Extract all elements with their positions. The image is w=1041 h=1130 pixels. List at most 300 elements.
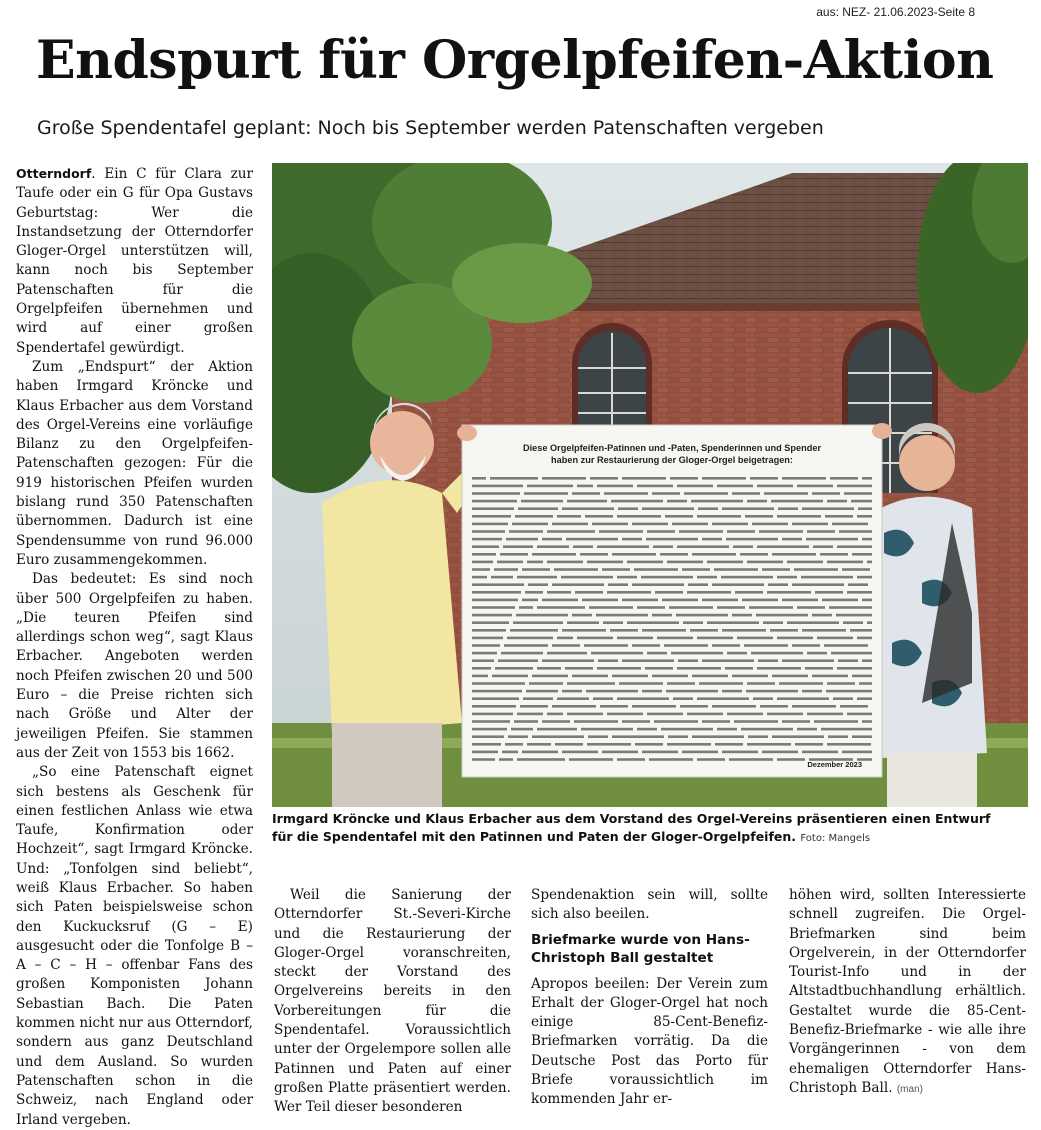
poster-text-line <box>717 728 737 731</box>
poster-text-line <box>641 576 693 579</box>
poster-text-line <box>472 705 516 708</box>
poster-text-line <box>642 751 678 754</box>
poster-text-line <box>782 477 826 480</box>
poster-text-line <box>792 583 844 586</box>
poster-text-line <box>702 538 722 541</box>
poster-text-line <box>622 659 674 662</box>
poster-text-line <box>842 751 872 754</box>
poster-text-line <box>472 523 508 526</box>
article-paragraph-2: Zum „Endspurt“ der Aktion haben Irmgard Kröncke und Klaus Erbacher aus dem Vorstand des Orgel-Vereins eine vorläufige Bilanz zu den Orgelpfeifen-Patenschaften gezogen: Für die 919 historischen Pfeifen wurden bislang rund 350 Patenschaften übernommen. Dadurch ist eine Spendensumme von rund 96.000 Euro zusammengekommen. <box>16 358 253 568</box>
poster-text-line <box>472 690 522 693</box>
poster-text-line <box>627 561 663 564</box>
poster-text-line <box>677 485 713 488</box>
poster-text-line <box>750 477 778 480</box>
poster-text-line <box>688 583 708 586</box>
poster-text-line <box>862 538 872 541</box>
poster-text-line <box>862 599 872 602</box>
source-note: aus: NEZ- 21.06.2023-Seite 8 <box>816 5 975 19</box>
poster-text-line <box>542 720 570 723</box>
poster-text-line <box>837 545 872 548</box>
poster-text-line <box>667 682 695 685</box>
poster-text-line <box>612 553 656 556</box>
poster-text-line <box>712 523 748 526</box>
poster-text-line <box>472 553 496 556</box>
poster-text-line <box>762 568 790 571</box>
poster-text-line <box>857 637 872 640</box>
poster-text-line <box>611 500 663 503</box>
poster-text-line <box>676 614 728 617</box>
poster-text-line <box>842 568 870 571</box>
poster-text-line <box>825 515 853 518</box>
poster-text-line <box>801 576 853 579</box>
poster-text-line <box>619 682 663 685</box>
poster-text-line <box>737 637 773 640</box>
poster-text-line <box>746 690 798 693</box>
poster-text-line <box>602 568 630 571</box>
poster-text-line <box>557 637 573 640</box>
poster-text-line <box>542 477 586 480</box>
poster-text-line <box>597 485 633 488</box>
poster-text-line <box>857 515 872 518</box>
poster-text-line <box>792 705 836 708</box>
article-paragraph-8: höhen wird, sollten Interessierte schnell zugreifen. Die Orgel-Briefmarken sind beim Orgelverein, in der Otterndorfer Tourist-Info und in der Altstadtbuchhandlung erhältlich. Gestaltet wurde die 85-Cent-Benefiz-Briefmarke - wie alle ihre Vorgängerinnen - von dem ehemaligen Otterndorfer Hans-Christoph Ball. (man) <box>789 887 1026 1096</box>
article-photo <box>272 163 1028 807</box>
poster-text-line <box>757 545 809 548</box>
poster-text-line <box>532 553 576 556</box>
poster-text-line <box>772 735 824 738</box>
poster-date: Dezember 2023 <box>807 760 862 769</box>
poster-text-line <box>581 728 633 731</box>
poster-text-line <box>503 545 533 548</box>
poster-text-line <box>770 629 798 632</box>
poster-text-line <box>747 561 783 564</box>
poster-text-line <box>598 659 618 662</box>
poster-text-line <box>587 743 631 746</box>
poster-text-line <box>777 515 821 518</box>
poster-text-line <box>837 667 872 670</box>
poster-text-line <box>712 705 756 708</box>
poster-text-line <box>679 530 723 533</box>
poster-text-line <box>592 523 628 526</box>
poster-text-line <box>499 758 513 761</box>
article-column-1 <box>16 164 253 1130</box>
poster-text-line <box>617 758 645 761</box>
poster-text-line <box>722 690 742 693</box>
poster-text-line <box>664 644 708 647</box>
poster-text-line <box>795 743 823 746</box>
poster-text-line <box>862 720 872 723</box>
poster-text-line <box>760 705 788 708</box>
poster-text-line <box>698 507 718 510</box>
poster-text-line <box>697 576 717 579</box>
poster-text-line <box>827 561 863 564</box>
poster-text-line <box>645 667 673 670</box>
poster-text-line <box>547 530 595 533</box>
poster-text-line <box>517 758 565 761</box>
poster-text-line <box>777 697 829 700</box>
poster-text-line <box>584 644 628 647</box>
poster-text-line <box>772 553 816 556</box>
poster-text-line <box>472 591 521 594</box>
poster-text-line <box>555 743 583 746</box>
poster-text-line <box>802 629 846 632</box>
poster-text-line <box>472 629 506 632</box>
poster-title-line-2: haben zur Restaurierung der Gloger-Orgel beigetragen: <box>551 455 793 465</box>
poster-text-line <box>603 621 623 624</box>
poster-text-line <box>566 538 618 541</box>
poster-text-line <box>699 682 743 685</box>
poster-text-line <box>858 507 872 510</box>
poster-text-line <box>557 515 581 518</box>
poster-text-line <box>764 492 808 495</box>
poster-text-line <box>532 735 584 738</box>
poster-text-line <box>702 720 730 723</box>
poster-text-line <box>832 523 868 526</box>
poster-text-line <box>807 652 827 655</box>
poster-text-line <box>472 758 495 761</box>
poster-text-line <box>742 599 778 602</box>
poster-text-line <box>506 538 538 541</box>
poster-text-line <box>779 682 823 685</box>
poster-text-line <box>661 728 713 731</box>
poster-text-line <box>523 697 553 700</box>
poster-text-line <box>637 728 657 731</box>
poster-text-line <box>472 568 490 571</box>
poster-text-line <box>697 697 749 700</box>
poster-text-line <box>824 644 868 647</box>
poster-text-line <box>667 500 687 503</box>
poster-text-line <box>490 477 538 480</box>
poster-text-line <box>802 507 854 510</box>
poster-text-line <box>792 644 820 647</box>
poster-text-line <box>677 545 729 548</box>
poster-text-line <box>820 553 848 556</box>
poster-text-line <box>665 515 693 518</box>
poster-text-line <box>707 621 759 624</box>
poster-text-line <box>607 713 643 716</box>
poster-text-line <box>843 621 863 624</box>
poster-text-line <box>497 561 523 564</box>
poster-text-line <box>542 659 594 662</box>
poster-text-line <box>519 606 533 609</box>
poster-text-line <box>565 667 593 670</box>
poster-text-line <box>522 751 558 754</box>
poster-text-line <box>673 697 693 700</box>
poster-text-line <box>494 568 518 571</box>
subheadline: Große Spendentafel geplant: Noch bis September werden Patenschaften vergeben <box>37 117 824 139</box>
poster-text-line <box>472 507 514 510</box>
poster-text-line <box>508 735 528 738</box>
poster-text-line <box>840 705 868 708</box>
poster-text-line <box>567 682 615 685</box>
poster-text-line <box>602 751 638 754</box>
poster-text-line <box>844 492 872 495</box>
poster-text-line <box>537 728 577 731</box>
article-paragraph-5: Weil die Sanierung der Otterndorfer St.-Severi-Kirche und die Restaurierung der Gloger-Orgel voranschreiten, steckt der Vorstand des Orgelvereins bereits in den Vorbereitungen für die Spendentafel. Voraussichtlich unter der Orgelempore sollen alle Patinnen und Paten auf einer großen Platte präsentiert werden. Wer Teil dieser besonderen <box>274 887 511 1116</box>
poster-text-line <box>812 614 832 617</box>
poster-text-line <box>472 667 491 670</box>
donor-poster <box>462 425 882 777</box>
article-paragraph-4: „So eine Patenschaft eignet sich bestens als Geschenk für einen festlichen Anlass wie etwa Taufe, Konfirmation oder Hochzeit“, sagt Irmgard Kröncke. Und: „Tonfolgen sind beliebt“, weiß Klaus Erbacher. So haben sich Paten beispielsweise schon den Kuckucksruf (G – E) ausgesucht oder die Tonfolge B – A – C – H – offenbar Fans des großen Komponisten Johann Sebastian Bach. Die Paten kommen nicht nur aus Otterndorf, sondern aus ganz Deutschland und dem Ausland. So wurden Patenschaften schon in die Schweiz, nach England oder Irland vergeben. <box>16 764 253 1128</box>
poster-text-line <box>642 507 694 510</box>
poster-text-line <box>692 675 728 678</box>
poster-text-line <box>654 720 698 723</box>
poster-text-line <box>557 697 589 700</box>
poster-text-line <box>514 720 538 723</box>
poster-text-line <box>472 621 509 624</box>
poster-text-line <box>472 485 523 488</box>
poster-text-line <box>634 568 678 571</box>
poster-text-line <box>561 576 613 579</box>
poster-text-line <box>492 675 528 678</box>
poster-text-line <box>562 629 606 632</box>
poster-text-line <box>521 500 563 503</box>
poster-text-line <box>472 652 497 655</box>
poster-text-line <box>472 743 501 746</box>
poster-text-line <box>505 743 523 746</box>
poster-text-line <box>692 735 744 738</box>
poster-text-line <box>827 743 871 746</box>
poster-text-line <box>517 713 543 716</box>
poster-text-line <box>610 629 638 632</box>
poster-text-line <box>670 477 698 480</box>
poster-text-line <box>573 545 593 548</box>
poster-text-line <box>495 667 533 670</box>
poster-text-line <box>649 758 693 761</box>
poster-text-line <box>657 637 693 640</box>
poster-text-line <box>677 667 721 670</box>
poster-text-line <box>838 659 858 662</box>
poster-text-line <box>733 545 753 548</box>
poster-text-line <box>472 614 512 617</box>
poster-text-line <box>767 713 803 716</box>
poster-text-line <box>667 743 711 746</box>
poster-text-line <box>772 675 808 678</box>
poster-text-line <box>567 500 607 503</box>
poster-text-line <box>830 477 858 480</box>
poster-text-line <box>593 697 613 700</box>
poster-text-line <box>472 682 525 685</box>
poster-text-line <box>797 606 825 609</box>
poster-text-line <box>722 629 766 632</box>
poster-text-line <box>759 530 803 533</box>
poster-text-line <box>727 652 747 655</box>
article-column-2 <box>274 886 511 1118</box>
poster-text-line <box>714 568 758 571</box>
poster-text-line <box>617 637 653 640</box>
poster-text-line <box>836 614 872 617</box>
poster-text-line <box>747 682 775 685</box>
poster-text-line <box>635 743 663 746</box>
article-subheading: Briefmarke wurde von Hans-Christoph Ball gestaltet <box>531 931 750 966</box>
poster-text-line <box>732 492 760 495</box>
poster-text-line <box>777 637 813 640</box>
poster-text-line <box>537 667 561 670</box>
poster-text-line <box>472 538 502 541</box>
poster-text-line <box>572 614 592 617</box>
article-paragraph-3: Das bedeutet: Es sind noch über 500 Orgelpfeifen zu haben. „Die teuren Pfeifen sind allerdings schon weg“, sagt Klaus Erbacher. Angeboten werden noch Pfeifen zwischen 20 und 500 Euro – die Preise richten sich nach Größe und Alter der jeweiligen Pfeifen. Sie stammen aus der Zeit von 1553 bis 1662. <box>16 571 253 761</box>
poster-text-line <box>847 591 872 594</box>
poster-text-line <box>632 644 660 647</box>
poster-text-line <box>472 583 524 586</box>
photo-illustration <box>272 163 1028 807</box>
poster-text-line <box>607 591 651 594</box>
poster-text-line <box>749 606 793 609</box>
poster-text-line <box>552 644 580 647</box>
poster-text-line <box>745 515 773 518</box>
poster-text-line <box>734 720 778 723</box>
poster-text-line <box>622 538 642 541</box>
poster-text-line <box>622 477 666 480</box>
poster-text-line <box>569 758 613 761</box>
poster-text-line <box>867 621 872 624</box>
poster-text-line <box>715 743 743 746</box>
poster-text-line <box>637 485 673 488</box>
poster-text-line <box>787 561 823 564</box>
poster-text-line <box>669 606 713 609</box>
poster-text-line <box>532 675 568 678</box>
poster-text-line <box>582 599 618 602</box>
poster-text-line <box>687 713 723 716</box>
poster-text-line <box>660 553 688 556</box>
poster-text-line <box>697 758 725 761</box>
poster-text-line <box>652 675 688 678</box>
poster-text-line <box>617 697 669 700</box>
poster-text-line <box>537 606 585 609</box>
poster-text-line <box>547 561 583 564</box>
poster-text-line <box>805 667 833 670</box>
poster-text-line <box>529 682 563 685</box>
poster-text-line <box>682 751 718 754</box>
poster-text-line <box>662 599 698 602</box>
poster-text-line <box>683 621 703 624</box>
poster-text-line <box>857 697 872 700</box>
poster-text-line <box>520 705 548 708</box>
poster-text-line <box>513 621 563 624</box>
poster-text-line <box>622 599 658 602</box>
poster-text-line <box>748 735 768 738</box>
poster-text-line <box>702 659 754 662</box>
poster-text-line <box>547 713 563 716</box>
poster-text-line <box>847 713 872 716</box>
poster-text-line <box>472 697 519 700</box>
poster-text-line <box>502 751 518 754</box>
caption-text: Irmgard Kröncke und Klaus Erbacher aus dem Vorstand des Orgel-Vereins präsentieren einen Entwurf für die Spendentafel mit den Patinnen und Paten der Gloger-Orgelpfeifen. <box>272 811 991 844</box>
poster-text-line <box>574 720 618 723</box>
poster-text-line <box>812 675 848 678</box>
poster-text-line <box>797 485 833 488</box>
poster-text-line <box>807 530 835 533</box>
poster-text-line <box>591 652 643 655</box>
poster-text-line <box>562 690 582 693</box>
poster-text-line <box>744 644 788 647</box>
poster-text-line <box>817 637 853 640</box>
poster-text-line <box>814 720 858 723</box>
poster-text-line <box>472 713 513 716</box>
poster-text-line <box>472 545 499 548</box>
poster-text-line <box>740 553 768 556</box>
poster-text-line <box>667 561 703 564</box>
poster-text-line <box>672 523 708 526</box>
poster-text-line <box>753 697 773 700</box>
poster-text-line <box>647 530 675 533</box>
poster-text-line <box>851 500 872 503</box>
poster-text-line <box>782 599 818 602</box>
poster-text-line <box>666 690 718 693</box>
poster-text-line <box>512 523 548 526</box>
poster-text-line <box>632 583 684 586</box>
poster-text-line <box>732 614 752 617</box>
poster-text-line <box>655 591 683 594</box>
poster-text-line <box>767 591 811 594</box>
poster-text-line <box>833 697 853 700</box>
poster-text-line <box>826 690 872 693</box>
poster-text-line <box>697 515 741 518</box>
photo-caption <box>272 810 1012 848</box>
poster-text-line <box>472 751 498 754</box>
poster-text-line <box>768 583 788 586</box>
poster-text-line <box>542 538 562 541</box>
poster-text-line <box>552 705 596 708</box>
poster-text-line <box>806 538 858 541</box>
poster-text-line <box>682 568 710 571</box>
poster-text-line <box>777 576 797 579</box>
poster-text-line <box>472 599 518 602</box>
poster-text-line <box>509 530 543 533</box>
poster-text-line <box>852 675 872 678</box>
poster-text-line <box>762 751 798 754</box>
poster-text-line <box>735 591 763 594</box>
poster-text-line <box>472 659 494 662</box>
poster-text-line <box>596 614 648 617</box>
poster-text-line <box>567 713 603 716</box>
poster-text-line <box>632 705 676 708</box>
poster-text-line <box>500 553 528 556</box>
poster-text-line <box>580 553 608 556</box>
poster-text-line <box>692 553 736 556</box>
poster-text-line <box>717 606 745 609</box>
poster-text-line <box>857 576 872 579</box>
poster-text-line <box>572 675 608 678</box>
poster-text-line <box>680 705 708 708</box>
poster-text-line <box>472 606 515 609</box>
poster-text-line <box>608 583 628 586</box>
poster-text-line <box>852 553 872 556</box>
poster-text-line <box>702 599 738 602</box>
dateline: Otterndorf <box>16 166 92 181</box>
poster-text-line <box>516 614 568 617</box>
poster-text-line <box>813 545 833 548</box>
poster-text-line <box>822 599 858 602</box>
poster-text-line <box>668 735 688 738</box>
poster-text-line <box>562 751 598 754</box>
poster-text-line <box>647 713 683 716</box>
poster-text-line <box>678 659 698 662</box>
poster-text-line <box>472 561 493 564</box>
poster-text-line <box>642 690 662 693</box>
article-column-3 <box>531 886 768 1110</box>
poster-text-line <box>612 735 664 738</box>
poster-text-line <box>501 652 543 655</box>
poster-text-line <box>472 477 486 480</box>
article-paragraph-1: Otterndorf. Ein C für Clara zur Taufe oder ein G für Opa Gustavs Geburtstag: Wer die Instandsetzung der Otterndorfer Gloger-Orgel unterstützen will, kann noch bis September Patenschaften für die Orgelpfeifen übernehmen und wird auf einer großen Spendertafel gewürdigt. <box>16 166 253 356</box>
poster-text-line <box>547 591 571 594</box>
poster-text-line <box>589 606 633 609</box>
poster-text-line <box>572 492 600 495</box>
poster-text-line <box>812 492 840 495</box>
poster-text-line <box>691 500 743 503</box>
poster-text-line <box>690 629 718 632</box>
